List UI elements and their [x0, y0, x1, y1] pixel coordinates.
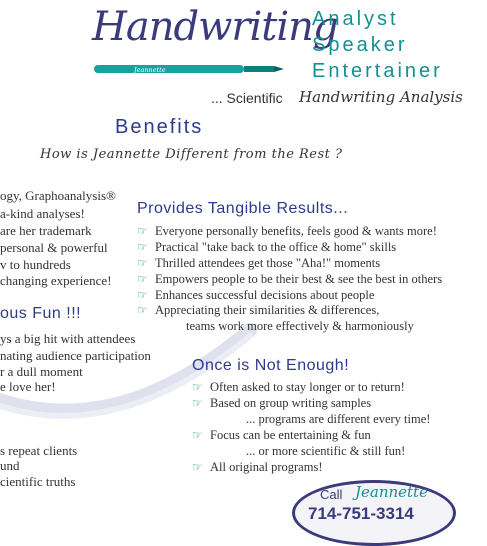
- once-item-text: Based on group writing samples: [210, 396, 372, 410]
- tagline-speaker: Speaker: [312, 34, 408, 56]
- benefits-question: How is Jeannette Different from the Rest ?: [40, 147, 343, 162]
- left-line: are her trademark: [0, 223, 92, 238]
- left-heading: ous Fun !!!: [0, 305, 82, 322]
- left-line: r a dull moment: [0, 364, 83, 379]
- tangible-item: [137, 272, 442, 287]
- tangible-item: [137, 256, 380, 271]
- tagline-entertainer: Entertainer: [312, 60, 443, 82]
- left-line: cientific truths: [0, 474, 76, 489]
- once-item: [192, 428, 371, 443]
- left-line: changing experience!: [0, 273, 112, 288]
- left-line: v to hundreds: [0, 257, 71, 272]
- left-line: a-kind analyses!: [0, 206, 85, 221]
- pen-label: Jeannette: [134, 66, 166, 74]
- tangible-heading: Provides Tangible Results...: [137, 200, 349, 217]
- tangible-item: [137, 288, 374, 303]
- once-item-text: Often asked to stay longer or to return!: [210, 380, 405, 394]
- once-item-text: Focus can be entertaining & fun: [210, 428, 371, 442]
- pointing-hand-icon: ☞: [137, 256, 148, 270]
- tangible-item-text: Enhances successful decisions about people: [155, 288, 375, 302]
- tagline-analyst: Analyst: [312, 8, 399, 30]
- tangible-continuation: teams work more effectively & harmoniously: [186, 319, 414, 333]
- once-item-text: All original programs!: [210, 460, 323, 474]
- left-line: e love her!: [0, 379, 56, 394]
- once-item-continuation: ... or more scientific & still fun!: [246, 444, 406, 458]
- logo-wordmark: Handwriting: [92, 4, 338, 50]
- tangible-item-text: Everyone personally benefits, feels good & wants more!: [155, 224, 437, 238]
- pen-icon: [94, 62, 284, 76]
- left-line: ys a big hit with attendees: [0, 331, 136, 346]
- left-line: nating audience participation: [0, 348, 151, 363]
- pointing-hand-icon: ☞: [192, 460, 203, 474]
- tangible-item-text: Practical "take back to the office & home" skills: [155, 240, 397, 254]
- tangible-item: [137, 240, 396, 255]
- once-heading: Once is Not Enough!: [192, 357, 350, 374]
- call-phone-number[interactable]: 714-751-3314: [308, 504, 414, 523]
- subtitle-script: Handwriting Analysis: [299, 88, 463, 106]
- tangible-item-text: Appreciating their similarities & differences,: [155, 303, 380, 317]
- tangible-item: [137, 303, 379, 318]
- pointing-hand-icon: ☞: [192, 396, 203, 410]
- left-line: s repeat clients: [0, 443, 78, 458]
- pointing-hand-icon: ☞: [137, 303, 148, 317]
- once-item: [192, 396, 371, 411]
- tangible-item: [137, 224, 437, 239]
- tangible-item-text: Empowers people to be their best & see the best in others: [155, 272, 443, 286]
- pointing-hand-icon: ☞: [137, 240, 148, 254]
- tangible-item-text: Thrilled attendees get those "Aha!" moments: [155, 256, 381, 270]
- once-item: [192, 380, 405, 395]
- left-line: und: [0, 458, 20, 473]
- pointing-hand-icon: ☞: [192, 428, 203, 442]
- pointing-hand-icon: ☞: [137, 288, 148, 302]
- pointing-hand-icon: ☞: [137, 224, 148, 238]
- call-label: Call: [320, 487, 343, 502]
- pointing-hand-icon: ☞: [137, 272, 148, 286]
- left-line: ogy, Graphoanalysis®: [0, 188, 116, 203]
- pointing-hand-icon: ☞: [192, 380, 203, 394]
- benefits-title: Benefits: [115, 116, 204, 138]
- left-line: personal & powerful: [0, 240, 108, 255]
- subtitle-prefix: ... Scientific: [211, 90, 283, 106]
- call-name: Jeannette: [355, 483, 428, 501]
- once-item: [192, 460, 322, 475]
- once-item-continuation: ... programs are different every time!: [246, 412, 431, 426]
